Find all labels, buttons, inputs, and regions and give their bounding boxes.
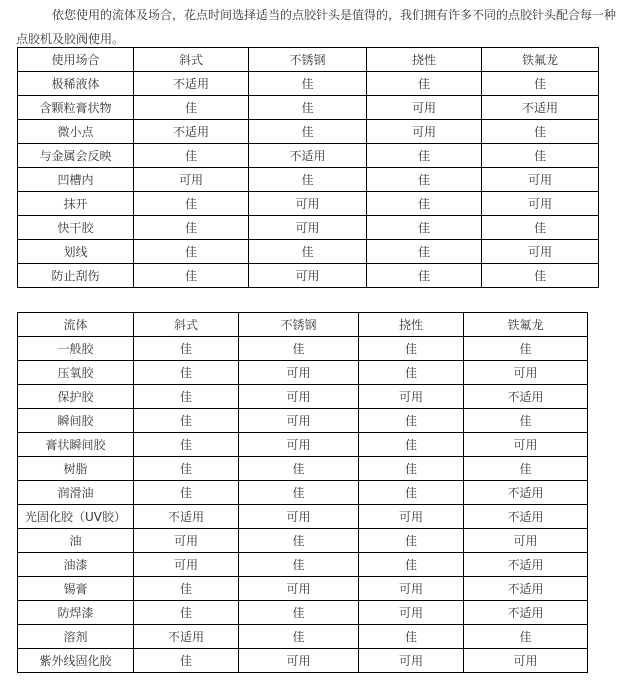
table-row xyxy=(18,144,599,168)
table-row xyxy=(18,505,588,529)
rating-cell: 可用 xyxy=(359,505,464,529)
rating-cell: 佳 xyxy=(239,553,359,577)
table-row xyxy=(18,120,599,144)
rating-cell: 佳 xyxy=(134,240,249,264)
rating-cell: 可用 xyxy=(249,192,367,216)
table-row xyxy=(18,649,588,673)
rating-cell: 可用 xyxy=(239,361,359,385)
rating-cell: 不适用 xyxy=(134,120,249,144)
row-label-cell: 紫外线固化胶 xyxy=(18,649,134,673)
fluid-type-table xyxy=(17,312,588,673)
rating-cell: 可用 xyxy=(367,120,482,144)
rating-cell: 可用 xyxy=(359,577,464,601)
table-row xyxy=(18,337,588,361)
row-label-cell: 防止刮伤 xyxy=(18,264,134,288)
rating-cell: 可用 xyxy=(239,577,359,601)
header-cell: 斜式 xyxy=(134,313,239,337)
rating-cell: 可用 xyxy=(359,601,464,625)
rating-cell: 佳 xyxy=(359,361,464,385)
table-header-row xyxy=(18,48,599,72)
rating-cell: 佳 xyxy=(134,409,239,433)
rating-cell: 佳 xyxy=(134,192,249,216)
row-label-cell: 保护胶 xyxy=(18,385,134,409)
rating-cell: 可用 xyxy=(359,385,464,409)
rating-cell: 佳 xyxy=(249,120,367,144)
rating-cell: 佳 xyxy=(359,481,464,505)
rating-cell: 可用 xyxy=(367,96,482,120)
header-cell: 挠性 xyxy=(359,313,464,337)
table-row xyxy=(18,553,588,577)
rating-cell: 可用 xyxy=(239,385,359,409)
rating-cell: 不适用 xyxy=(249,144,367,168)
rating-cell: 佳 xyxy=(134,601,239,625)
rating-cell: 佳 xyxy=(134,361,239,385)
rating-cell: 佳 xyxy=(359,337,464,361)
header-cell: 铁氟龙 xyxy=(482,48,599,72)
rating-cell: 佳 xyxy=(134,457,239,481)
table-row xyxy=(18,168,599,192)
table-row xyxy=(18,96,599,120)
rating-cell: 不适用 xyxy=(134,505,239,529)
rating-cell: 佳 xyxy=(239,481,359,505)
rating-cell: 佳 xyxy=(134,96,249,120)
rating-cell: 佳 xyxy=(249,240,367,264)
rating-cell: 佳 xyxy=(359,625,464,649)
rating-cell: 佳 xyxy=(134,337,239,361)
rating-cell: 不适用 xyxy=(464,481,588,505)
row-label-cell: 润滑油 xyxy=(18,481,134,505)
row-label-cell: 锡膏 xyxy=(18,577,134,601)
table-row xyxy=(18,601,588,625)
rating-cell: 佳 xyxy=(464,337,588,361)
rating-cell: 佳 xyxy=(239,601,359,625)
rating-cell: 不适用 xyxy=(464,601,588,625)
table-row xyxy=(18,361,588,385)
rating-cell: 佳 xyxy=(134,385,239,409)
rating-cell: 佳 xyxy=(464,409,588,433)
row-label-cell: 划线 xyxy=(18,240,134,264)
rating-cell: 可用 xyxy=(482,240,599,264)
row-label-cell: 一般胶 xyxy=(18,337,134,361)
row-label-cell: 微小点 xyxy=(18,120,134,144)
usage-scenario-table xyxy=(17,47,599,288)
table-row xyxy=(18,481,588,505)
row-label-cell: 抹开 xyxy=(18,192,134,216)
rating-cell: 可用 xyxy=(464,649,588,673)
rating-cell: 不适用 xyxy=(464,553,588,577)
rating-cell: 不适用 xyxy=(464,577,588,601)
header-cell: 斜式 xyxy=(134,48,249,72)
rating-cell: 可用 xyxy=(239,409,359,433)
rating-cell: 可用 xyxy=(464,433,588,457)
rating-cell: 不适用 xyxy=(464,385,588,409)
rating-cell: 佳 xyxy=(249,168,367,192)
rating-cell: 佳 xyxy=(359,457,464,481)
rating-cell: 佳 xyxy=(367,240,482,264)
table-row xyxy=(18,433,588,457)
rating-cell: 可用 xyxy=(249,264,367,288)
row-label-cell: 极稀液体 xyxy=(18,72,134,96)
rating-cell: 佳 xyxy=(249,72,367,96)
table-row xyxy=(18,192,599,216)
table-row xyxy=(18,625,588,649)
row-label-cell: 凹槽内 xyxy=(18,168,134,192)
row-label-cell: 溶剂 xyxy=(18,625,134,649)
table-row xyxy=(18,577,588,601)
rating-cell: 佳 xyxy=(239,529,359,553)
rating-cell: 佳 xyxy=(464,457,588,481)
rating-cell: 佳 xyxy=(359,529,464,553)
row-label-cell: 快干胶 xyxy=(18,216,134,240)
row-label-cell: 瞬间胶 xyxy=(18,409,134,433)
rating-cell: 可用 xyxy=(482,192,599,216)
row-label-cell: 油漆 xyxy=(18,553,134,577)
rating-cell: 佳 xyxy=(134,264,249,288)
rating-cell: 佳 xyxy=(134,144,249,168)
rating-cell: 可用 xyxy=(239,649,359,673)
rating-cell: 可用 xyxy=(134,168,249,192)
rating-cell: 可用 xyxy=(249,216,367,240)
table-row xyxy=(18,529,588,553)
rating-cell: 不适用 xyxy=(464,505,588,529)
rating-cell: 可用 xyxy=(239,505,359,529)
rating-cell: 可用 xyxy=(134,529,239,553)
rating-cell: 佳 xyxy=(249,96,367,120)
rating-cell: 佳 xyxy=(367,264,482,288)
table-row xyxy=(18,216,599,240)
rating-cell: 佳 xyxy=(367,168,482,192)
rating-cell: 不适用 xyxy=(134,72,249,96)
rating-cell: 佳 xyxy=(482,144,599,168)
rating-cell: 不适用 xyxy=(482,96,599,120)
table-row xyxy=(18,240,599,264)
rating-cell: 可用 xyxy=(464,529,588,553)
rating-cell: 可用 xyxy=(359,649,464,673)
header-cell: 使用场合 xyxy=(18,48,134,72)
rating-cell: 佳 xyxy=(359,409,464,433)
table-row xyxy=(18,264,599,288)
rating-cell: 佳 xyxy=(367,192,482,216)
table-header-row xyxy=(18,313,588,337)
rating-cell: 佳 xyxy=(367,144,482,168)
header-cell: 不锈钢 xyxy=(249,48,367,72)
row-label-cell: 树脂 xyxy=(18,457,134,481)
table-row xyxy=(18,72,599,96)
rating-cell: 佳 xyxy=(239,457,359,481)
rating-cell: 可用 xyxy=(482,168,599,192)
rating-cell: 不适用 xyxy=(134,625,239,649)
table-row xyxy=(18,409,588,433)
rating-cell: 可用 xyxy=(464,361,588,385)
header-cell: 流体 xyxy=(18,313,134,337)
rating-cell: 佳 xyxy=(239,337,359,361)
row-label-cell: 与金属会反映 xyxy=(18,144,134,168)
rating-cell: 佳 xyxy=(367,72,482,96)
table-row xyxy=(18,385,588,409)
row-label-cell: 防焊漆 xyxy=(18,601,134,625)
rating-cell: 佳 xyxy=(482,72,599,96)
row-label-cell: 膏状瞬间胶 xyxy=(18,433,134,457)
rating-cell: 可用 xyxy=(134,553,239,577)
header-cell: 铁氟龙 xyxy=(464,313,588,337)
rating-cell: 佳 xyxy=(134,481,239,505)
rating-cell: 佳 xyxy=(482,216,599,240)
rating-cell: 佳 xyxy=(134,649,239,673)
rating-cell: 佳 xyxy=(359,553,464,577)
row-label-cell: 压氧胶 xyxy=(18,361,134,385)
rating-cell: 佳 xyxy=(359,433,464,457)
header-cell: 不锈钢 xyxy=(239,313,359,337)
rating-cell: 佳 xyxy=(134,433,239,457)
header-cell: 挠性 xyxy=(367,48,482,72)
row-label-cell: 含颗粒膏状物 xyxy=(18,96,134,120)
rating-cell: 佳 xyxy=(134,216,249,240)
rating-cell: 可用 xyxy=(239,433,359,457)
rating-cell: 佳 xyxy=(482,120,599,144)
rating-cell: 佳 xyxy=(239,625,359,649)
rating-cell: 佳 xyxy=(464,625,588,649)
rating-cell: 佳 xyxy=(134,577,239,601)
row-label-cell: 光固化胶（UV胶） xyxy=(18,505,134,529)
rating-cell: 佳 xyxy=(367,216,482,240)
intro-paragraph: 依您使用的流体及场合，花点时间选择适当的点胶针头是值得的，我们拥有许多不同的点胶针头配合每一种点胶机及胶阀使用。 xyxy=(16,8,617,46)
row-label-cell: 油 xyxy=(18,529,134,553)
rating-cell: 佳 xyxy=(482,264,599,288)
table-row xyxy=(18,457,588,481)
